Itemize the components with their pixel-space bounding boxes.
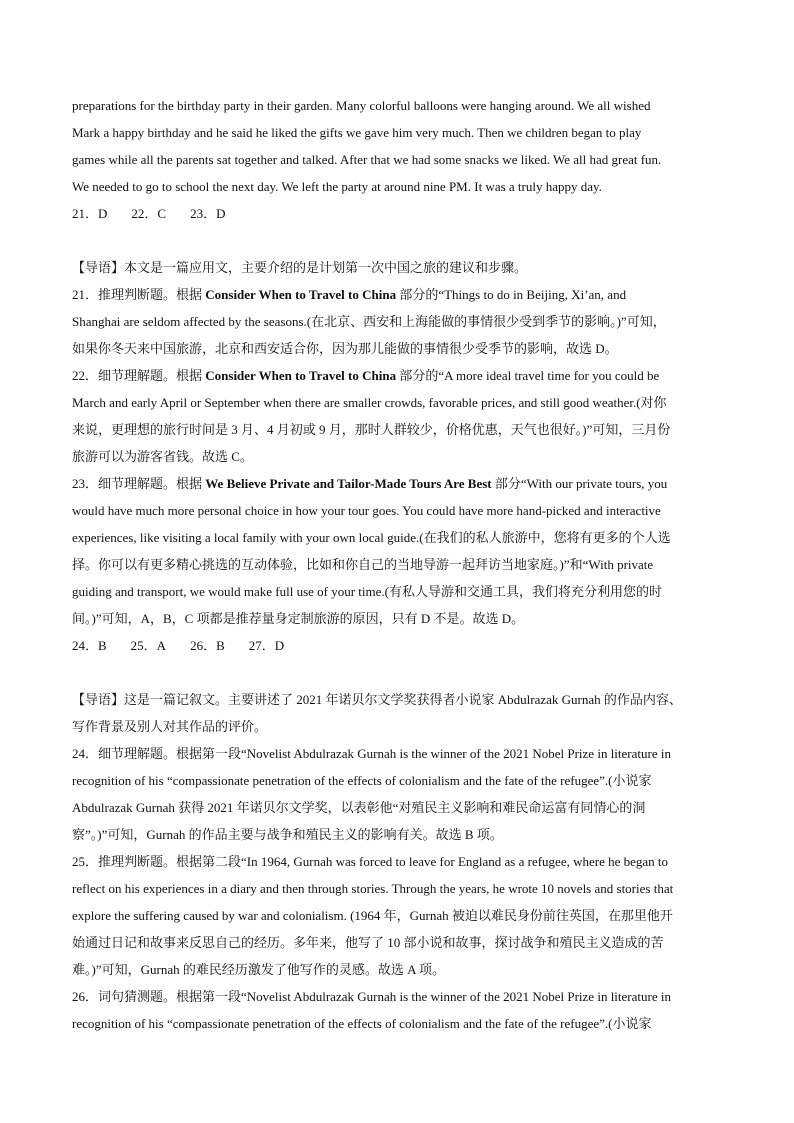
q22-prefix: 22．细节理解题。根据 bbox=[72, 368, 203, 383]
q25-line: 25．推理判断题。根据第二段“In 1964, Gurnah was forced to leave for England as a refugee, where he began to bbox=[72, 854, 669, 869]
intro-tag: 【导语】 bbox=[72, 692, 125, 707]
q22-heading-ref: Consider When to Travel to China bbox=[205, 368, 397, 383]
section2-intro bbox=[72, 254, 724, 281]
q23-line: guiding and transport, we would make full use of your time.(有私人导游和交通工具，我们将充分利用您的时 bbox=[72, 584, 662, 599]
q26-line: 26．词句猜测题。根据第一段“Novelist Abdulrazak Gurnah is the winner of the 2021 Nobel Prize in literature in bbox=[72, 989, 671, 1004]
passage-line: games while all the parents sat together and talked. After that we had some snacks we liked. We all had great fun. bbox=[72, 152, 662, 167]
q22-explanation bbox=[72, 362, 724, 389]
answer-23: 23．D bbox=[190, 206, 226, 221]
q21-heading-ref: Consider When to Travel to China bbox=[205, 287, 397, 302]
q23-prefix: 23．细节理解题。根据 bbox=[72, 476, 203, 491]
answer-27: 27．D bbox=[248, 638, 285, 653]
passage-line: We needed to go to school the next day. We left the party at around nine PM. It was a truly happy day. bbox=[72, 179, 602, 194]
answer-key-24-27 bbox=[72, 632, 724, 659]
q22-line: 旅游可以为游客省钱。故选 C。 bbox=[72, 449, 253, 464]
answer-21: 21．D bbox=[72, 206, 108, 221]
passage-line: Mark a happy birthday and he said he liked the gifts we gave him very much. Then we children began to play bbox=[72, 125, 642, 140]
answer-22: 22．C bbox=[131, 206, 167, 221]
q21-rest: 部分的“Things to do in Beijing, Xi’an, and bbox=[399, 287, 627, 302]
q23-explanation bbox=[72, 470, 724, 497]
q23-line: experiences, like visiting a local family with your own local guide.(在我们的私人旅游中，您将有更多的个人选 bbox=[72, 530, 671, 545]
q24-line: recognition of his “compassionate penetration of the effects of colonialism and the fate of the refugee”.(小说家 bbox=[72, 773, 652, 788]
answer-key-21-23 bbox=[72, 200, 724, 227]
q24-line: 24．细节理解题。根据第一段“Novelist Abdulrazak Gurnah is the winner of the 2021 Nobel Prize in literature in bbox=[72, 746, 671, 761]
document-body bbox=[72, 92, 724, 1037]
q21-line: 如果你冬天来中国旅游，北京和西安适合你，因为那儿能做的事情很少受季节的影响，故选 D。 bbox=[72, 341, 618, 356]
q23-heading-ref: We Believe Private and Tailor-Made Tours Are Best bbox=[205, 476, 492, 491]
q26-line: recognition of his “compassionate penetration of the effects of colonialism and the fate of the refugee”.(小说家 bbox=[72, 1016, 652, 1031]
q25-line: 始通过日记和故事来反思自己的经历。多年来，他写了 10 部小说和故事，探讨战争和殖民主义造成的苦 bbox=[72, 935, 664, 950]
q22-line: 来说，更理想的旅行时间是 3 月、4 月初或 9 月，那时人群较少，价格优惠，天气也很好。)”可知，三月份 bbox=[72, 422, 671, 437]
answer-24: 24．B bbox=[72, 638, 107, 653]
q21-line: Shanghai are seldom affected by the seasons.(在北京、西安和上海能做的事情很少受到季节的影响。)”可知， bbox=[72, 314, 666, 329]
intro-tag: 【导语】 bbox=[72, 260, 125, 275]
q23-line: would have much more personal choice in how your tour goes. You could have more hand-picked and interactive bbox=[72, 503, 661, 518]
passage-line: preparations for the birthday party in their garden. Many colorful balloons were hanging around. We all wished bbox=[72, 98, 651, 113]
q25-line: explore the suffering caused by war and colonialism. (1964 年，Gurnah 被迫以难民身份前往英国，在那里他开 bbox=[72, 908, 673, 923]
q21-prefix: 21．推理判断题。根据 bbox=[72, 287, 203, 302]
q24-line: Abdulrazak Gurnah 获得 2021 年诺贝尔文学奖，以表彰他“对殖民主义影响和难民命运富有同情心的洞 bbox=[72, 800, 646, 815]
section3-intro bbox=[72, 686, 724, 713]
q25-line: 难。)”可知，Gurnah 的难民经历激发了他写作的灵感。故选 A 项。 bbox=[72, 962, 446, 977]
q24-line: 察”。)”可知，Gurnah 的作品主要与战争和殖民主义的影响有关。故选 B 项。 bbox=[72, 827, 503, 842]
q23-line: 间。)”可知，A，B，C 项都是推荐量身定制旅游的原因，只有 D 不是。故选 D。 bbox=[72, 611, 525, 626]
intro-text: 这是一篇记叙文。主要讲述了 2021 年诺贝尔文学奖获得者小说家 Abdulrazak Gurnah 的作品内容、 bbox=[124, 692, 682, 707]
section3-intro-line: 写作背景及别人对其作品的评价。 bbox=[72, 719, 268, 734]
intro-text: 本文是一篇应用文，主要介绍的是计划第一次中国之旅的建议和步骤。 bbox=[124, 260, 528, 275]
answer-26: 26．B bbox=[190, 638, 225, 653]
q23-line: 择。你可以有更多精心挑选的互动体验，比如和你自己的当地导游一起拜访当地家庭。)”和“With private bbox=[72, 557, 654, 572]
q23-rest: 部分“With our private tours, you bbox=[494, 476, 668, 491]
q25-line: reflect on his experiences in a diary and then through stories. Through the years, he wrote 10 novels and stories that bbox=[72, 881, 674, 896]
answer-25: 25．A bbox=[130, 638, 167, 653]
q21-explanation bbox=[72, 281, 724, 308]
q22-rest: 部分的“A more ideal travel time for you could be bbox=[399, 368, 660, 383]
q22-line: March and early April or September when there are smaller crowds, favorable prices, and still good weather.(对你 bbox=[72, 395, 667, 410]
